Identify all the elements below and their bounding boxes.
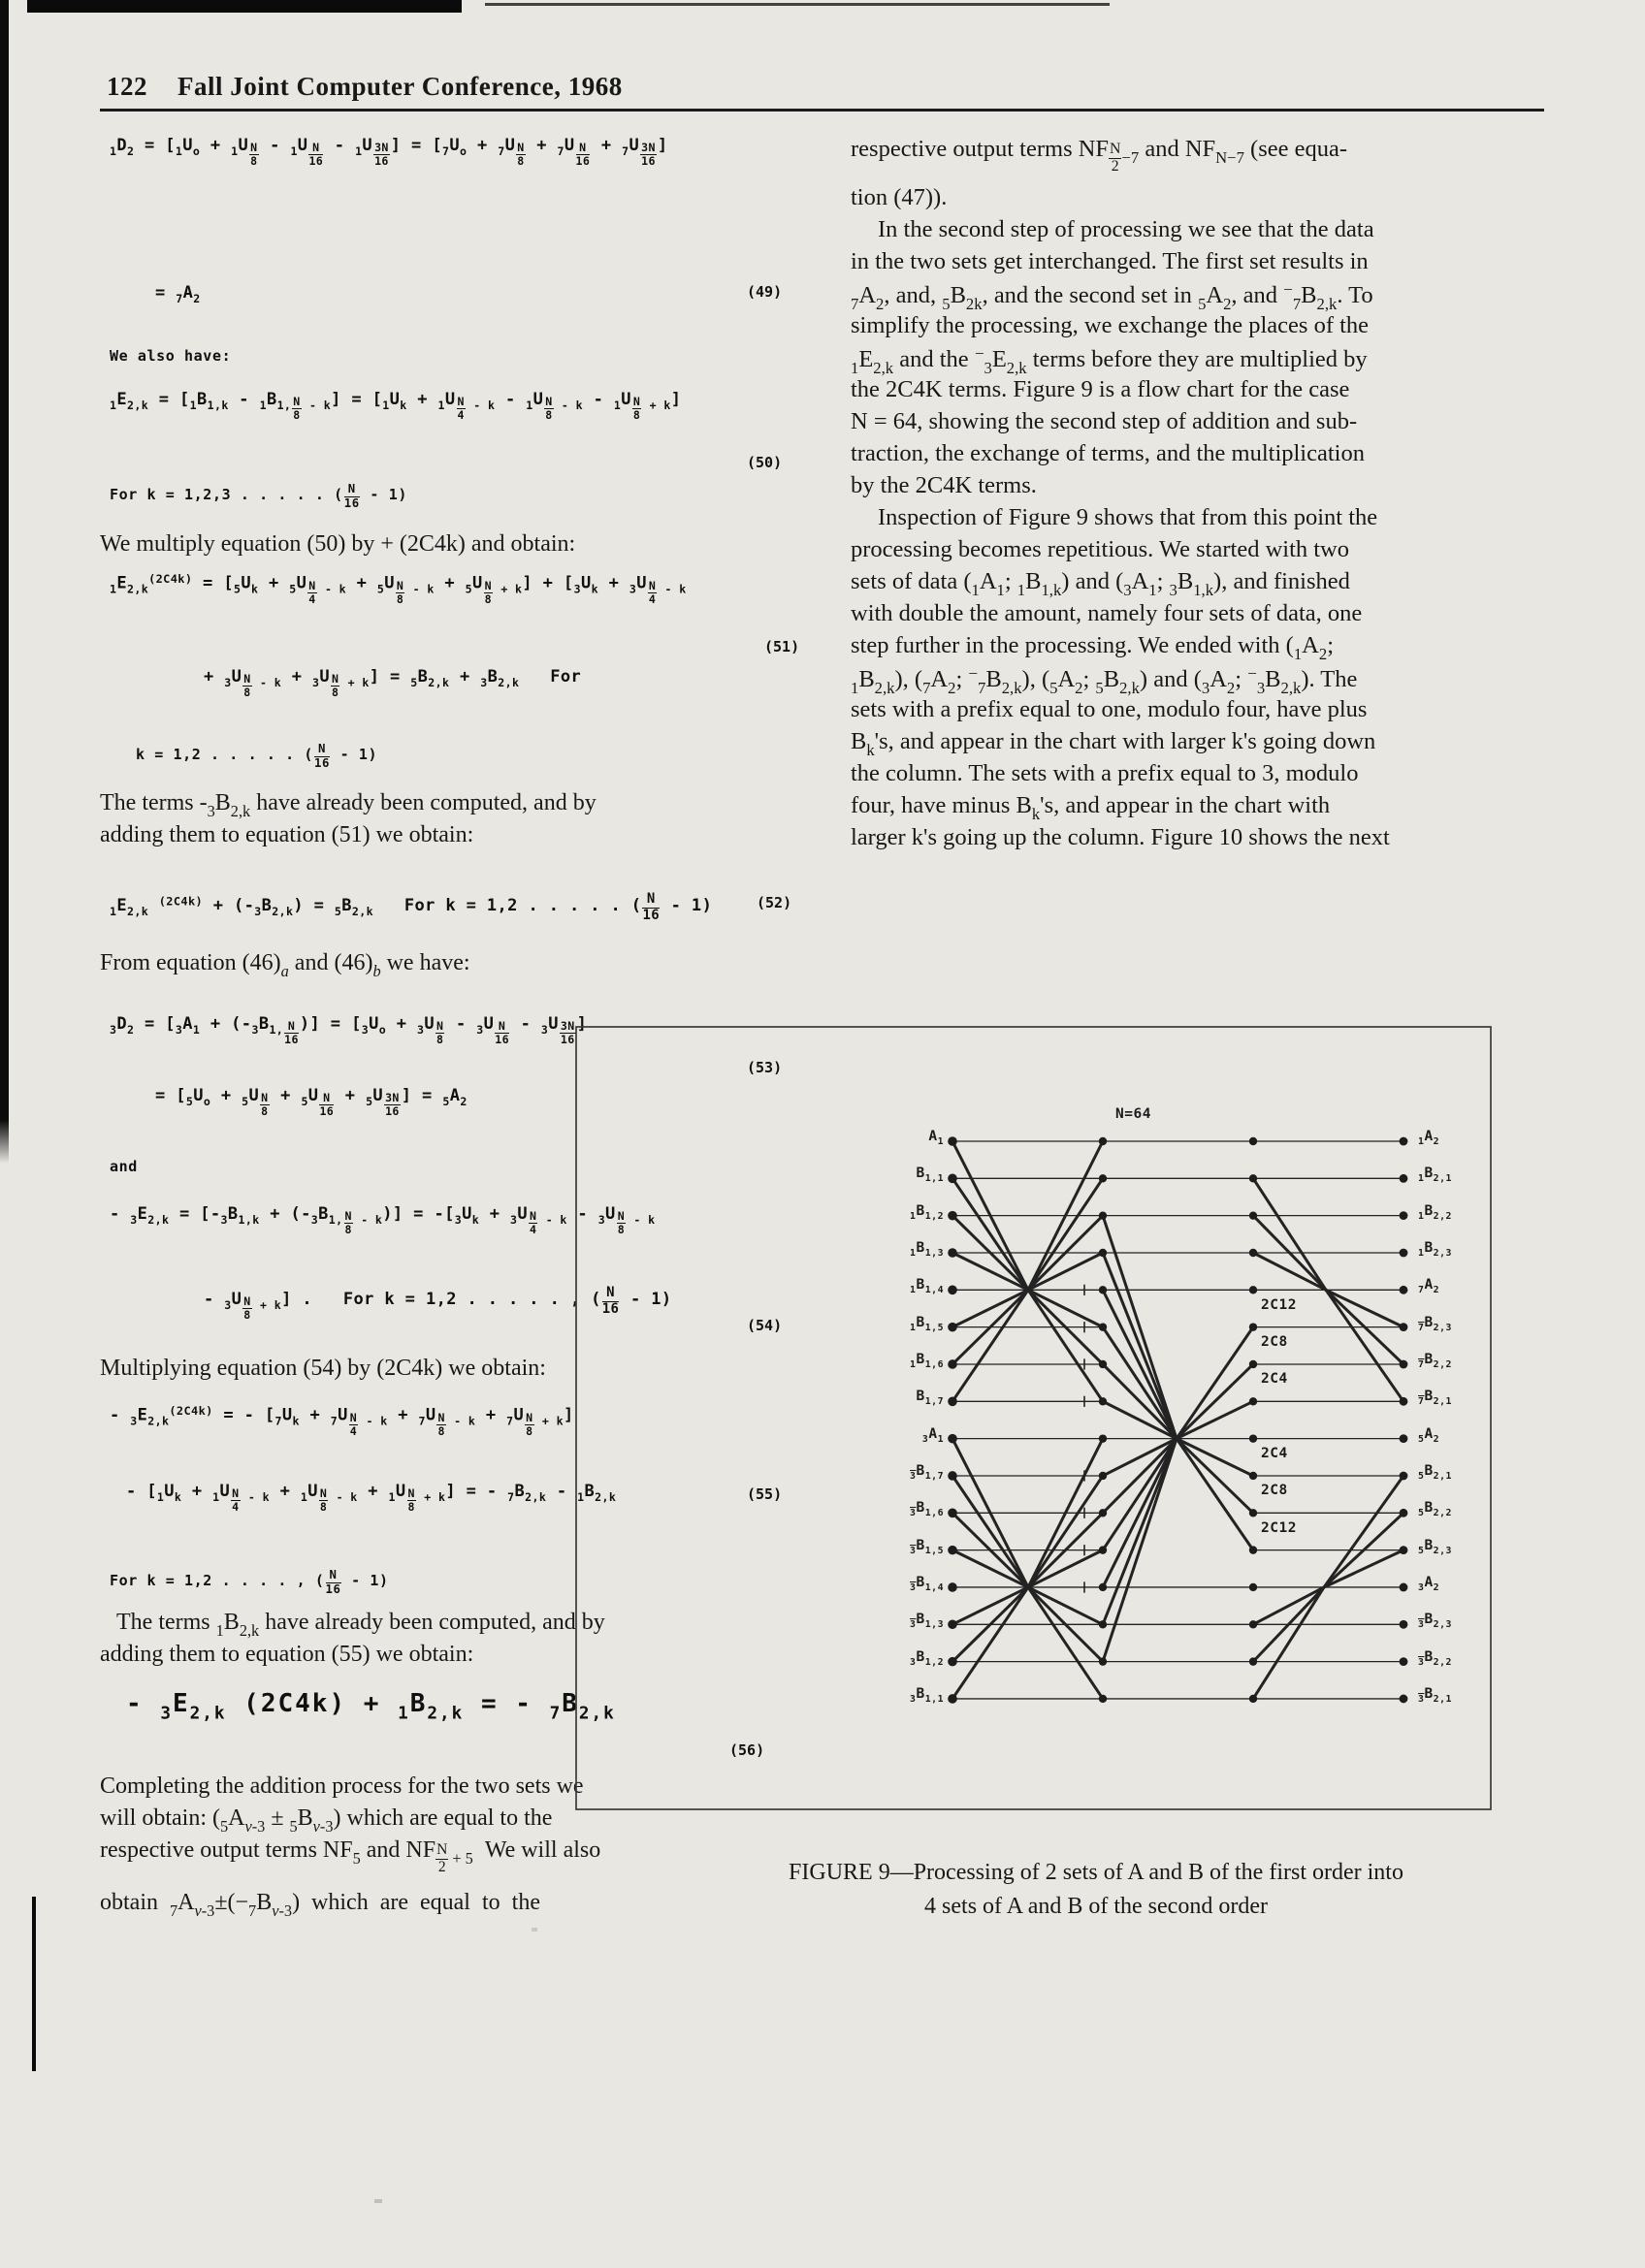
figure-right-node-label: $_1B_{2,1}$ [1418,1166,1452,1185]
equation-50: $_1E_{2,k} = [_1B_{1,k} - _1B_{1,}$ $\frac{N}{8}$ $_{- k}] = [_1U_k + _1U$ $\frac{N}{4}$ $_{- k}$ - $_1$U $\frac{N}{8}$ $_{- k}$ - $_1$U $\frac{N}{8}$ $_{+ k}$] [110,390,682,423]
figure-left-node-label: $_3B_{1,5}$ [910,1538,944,1557]
figure-caption-line-2: 4 sets of A and B of the second order [924,1894,1268,1919]
equation-number-49: (49) [747,283,783,301]
completing-line-2: will obtain: $(_5A_{v-3} \pm _5B_{v-3})$ which are equal to the [100,1805,553,1836]
terms-51-sentence-line-1: The terms $-_3B_{2,k}$ have already been computed, and by [100,790,597,820]
equation-number-53: (53) [747,1059,783,1076]
equation-number-54: (54) [747,1317,783,1334]
equation-52: $_1E_{2,k}$ $^{(2C4k)} + (-_3B_{2,k}) = _5B_{2,k}$ For k = 1,2 . . . . . ( $\frac{N}{16}$ - 1) [110,891,713,923]
equation-number-56: (56) [729,1741,765,1759]
equation-53-line-1: $_3D_2 = [_3A_1 + (-_3B_{1,}$ $\frac{N}{16}$ )] = [$_3U_o + _3U$ $\frac{N}{8}$ - $_3$U $\frac{N}{16}$ - $_3$U $\frac{3N}{16}$ ] [110,1014,588,1047]
figure-right-node-label: $_7B_{2,3}$ [1418,1315,1452,1334]
completing-line-3: respective output terms $NF_5$ and NF $_{\frac{N}{2} + 5}$ We will also [100,1837,601,1875]
figure-left-node-label: $_1B_{1,6}$ [910,1352,944,1371]
figure-right-node-label: $_3B_{2,2}$ [1418,1649,1452,1669]
figure-multiplier-label: 2C4 [1261,1371,1288,1387]
body-line: traction, the exchange of terms, and the multiplication [851,440,1365,466]
figure-right-node-label: $_1B_{2,2}$ [1418,1203,1452,1223]
scan-artifact-top-bar [27,0,462,13]
body-line: by the 2C4K terms. [851,472,1037,498]
equation-51-line-2: + $_3$U $\frac{N}{8}$ $_{- k}$ + $_3$U $\frac{N}{8}$ $_{+ k}] = _5B_{2,k} + _3B_{2,k}$ For [204,667,582,700]
figure-left-node-label: $B_{1,7}$ [916,1389,944,1408]
body-line: four, have minus $B_k's$, and appear in the chart with [851,792,1331,823]
figure-right-node-label: $_3B_{2,3}$ [1418,1612,1452,1631]
figure-right-node-label: $_1A_2$ [1418,1129,1440,1148]
scan-artifact-left-bar-fade [0,1120,9,1164]
page-number: 122 [107,72,147,101]
equation-54-line-1: - $_3E_{2,k} = [-_3B_{1,k} + (-_3B_{1,}$ $\frac{N}{8}$ $_{- k})] = -[_3U_k + _3U$ $\frac{N}{4}$ $_{- k}$ - $_3$U $\frac{N}{8}$ $_{- k}$ [110,1204,656,1237]
figure-right-node-label: $_3A_2$ [1418,1575,1440,1594]
scan-speck [374,2199,382,2203]
body-line: with double the amount, namely four sets of data, one [851,600,1363,626]
terms-51-sentence-line-2: adding them to equation (51) we obtain: [100,822,474,847]
body-line: N = 64, showing the second step of addition and sub- [851,408,1358,434]
body-line: the 2C4K terms. Figure 9 is a flow chart for the case [851,376,1350,402]
running-head-title: Fall Joint Computer Conference, 1968 [177,72,623,101]
equation-51-k-range: k = 1,2 . . . . . ( $\frac{N}{16}$ - 1) [136,742,378,770]
figure-9 [575,1026,1492,1811]
scan-artifact-bottom-line [32,1897,36,2071]
equation-49-line-2: = $_7A_2$ [155,283,201,305]
equation-51-line-1: $_1E_{2,k}^{(2C4k)} = [_5U_k + _5U$ $\frac{N}{4}$ $_{- k}$ + $_5$U $\frac{N}{8}$ $_{- k}$ + $_5$U $\frac{N}{8}$ $_{+ k}] + [_3U_k + _3U$ $\frac{N}{4}$ $_{- k}$ [110,572,687,606]
completing-line-1: Completing the addition process for the two sets we [100,1773,584,1799]
scan-artifact-left-bar [0,0,9,1120]
body-line: in the two sets get interchanged. The first set results in [851,248,1369,274]
figure-right-node-label: $_5B_{2,3}$ [1418,1538,1452,1557]
terms-55-sentence-line-2: adding them to equation (55) we obtain: [100,1642,474,1667]
figure-left-node-label: $_1B_{1,4}$ [910,1277,944,1296]
figure-right-node-label: $_5B_{2,2}$ [1418,1500,1452,1519]
figure-left-node-label: $_3B_{1,2}$ [910,1649,944,1669]
body-line: $B_k's$, and appear in the chart with larger k's going down [851,728,1376,759]
figure-multiplier-label: 2C12 [1261,1520,1297,1536]
figure-right-node-label: $_7B_{2,1}$ [1418,1389,1452,1408]
body-line: respective output terms NF $_{\frac{N}{2} -7}$ and $NF_{N-7}$ (see equa- [851,136,1348,175]
figure-multiplier-label: 2C8 [1261,1483,1288,1498]
equation-55-for-range: For k = 1,2 . . . . , ( $\frac{N}{16}$ - 1) [110,1568,389,1596]
equation-number-51: (51) [764,638,800,655]
figure-left-node-label: $A_1$ [928,1129,944,1148]
figure-right-node-label: $_1B_{2,3}$ [1418,1240,1452,1260]
figure-right-node-label: $_5A_2$ [1418,1426,1440,1446]
figure-multiplier-label: 2C12 [1261,1297,1297,1313]
equation-49-line-1: $_1D_2 = [_1U_o + _1U$ $\frac{N}{8}$ - $_1$U $\frac{N}{16}$ - $_1$U $\frac{3N}{16}$ ] = [$_7U_o + _7U$ $\frac{N}{8}$ + $_7$U $\frac{N}{16}$ + $_7$U $\frac{3N}{16}$ ] [110,136,668,169]
figure-multiplier-label: 2C4 [1261,1446,1288,1461]
figure-right-node-label: $_7B_{2,2}$ [1418,1352,1452,1371]
scan-artifact-top-line [485,3,1110,6]
terms-55-sentence-line-1: The terms $_1B_{2,k}$ have already been computed, and by [116,1610,605,1640]
figure-left-node-label: $_3B_{1,6}$ [910,1500,944,1519]
equation-53-line-2: = [$_5U_o + _5U$ $\frac{N}{8}$ + $_5$U $\frac{N}{16}$ + $_5$U $\frac{3N}{16}$ ] = $_5A_2$ [155,1086,468,1119]
body-line: simplify the processing, we exchange the places of the [851,312,1370,338]
body-line: $_1B_{2,k}$), ($_7A_2$; $^-_7B_{2,k}$), ($_5A_2$; $_5B_{2,k}$) and ($_3A_2$; $^-_3B_{2,k}$). The [851,664,1358,698]
figure-left-node-label: $_1B_{1,3}$ [910,1240,944,1260]
figure-right-node-label: $_5B_{2,1}$ [1418,1463,1452,1483]
equation-56: - $_3E_{2,k}$ $(2C4k) + _1B_{2,k}$ = - $_7B_{2,k}$ [126,1689,616,1724]
equation-number-55: (55) [747,1485,783,1503]
multiply-54-sentence: Multiplying equation (54) by (2C4k) we obtain: [100,1356,546,1381]
body-line: sets of data ($_1A_1$; $_1B_{1,k}$) and ($_3A_1$; $_3B_{1,k}$), and finished [851,568,1350,599]
and-label: and [110,1158,138,1175]
we-also-have-label: We also have: [110,347,232,365]
from-46-sentence: From equation $(46)_a$ and $(46)_b$ we have: [100,950,470,980]
multiply-50-sentence: We multiply equation (50) by + (2C4k) and obtain: [100,531,576,557]
figure-left-node-label: $_3B_{1,7}$ [910,1463,944,1483]
body-line: step further in the processing. We ended with ($_1A_2$; [851,632,1334,663]
figure-caption-line-1: FIGURE 9—Processing of 2 sets of A and B of the first order into [789,1860,1403,1885]
figure-left-node-label: $B_{1,1}$ [916,1166,944,1185]
equation-number-52: (52) [757,894,792,911]
figure-9-diagram [575,1026,1492,1811]
figure-title: N=64 [1115,1106,1151,1122]
figure-left-node-label: $_3B_{1,3}$ [910,1612,944,1631]
body-line: sets with a prefix equal to one, modulo four, have plus [851,696,1368,722]
body-line: tion (47)). [851,184,948,210]
equation-55-line-2: - [$_1U_k + _1U$ $\frac{N}{4}$ $_{- k}$ + $_1$U $\frac{N}{8}$ $_{- k}$ + $_1$U $\frac{N}{8}$ $_{+ k}$] = - $_7B_{2,k} - _1B_{2,k}$ [126,1482,617,1515]
body-line: processing becomes repetitious. We started with two [851,536,1349,562]
body-line: larger k's going up the column. Figure 10 shows the next [851,824,1390,850]
equation-number-50: (50) [747,454,783,471]
scan-speck [532,1928,537,1932]
figure-left-node-label: $_1B_{1,5}$ [910,1315,944,1334]
figure-left-node-label: $_3B_{1,1}$ [910,1686,944,1706]
body-line: In the second step of processing we see that the data [878,216,1374,242]
body-line: $_7A_2$, and, $_5B_{2k}$, and the second set in $_5A_2$, and $^-_7B_{2,k}$. To [851,280,1373,314]
body-line: Inspection of Figure 9 shows that from this point the [878,504,1378,530]
completing-line-4: obtain $_7A_{v-3}\pm(-_7B_{v-3})$ which are equal to the [100,1890,540,1920]
equation-50-for-range: For k = 1,2,3 . . . . . ( $\frac{N}{16}$ - 1) [110,482,407,510]
figure-left-node-label: $_3B_{1,4}$ [910,1575,944,1594]
body-line: $_1E_{2,k}$ and the $^-_3E_{2,k}$ terms before they are multiplied by [851,344,1368,378]
body-line: the column. The sets with a prefix equal to 3, modulo [851,760,1359,786]
figure-right-node-label: $_3B_{2,1}$ [1418,1686,1452,1706]
header-rule [100,109,1544,112]
equation-55-line-1: - $_3E_{2,k}^{(2C4k)}$ = - [$_7U_k + _7U$ $\frac{N}{4}$ $_{- k}$ + $_7$U $\frac{N}{8}$ $_{- k}$ + $_7$U $\frac{N}{8}$ $_{+ k}$] [110,1404,574,1438]
figure-left-node-label: $_3A_1$ [921,1426,944,1446]
figure-multiplier-label: 2C8 [1261,1334,1288,1350]
figure-left-node-label: $_1B_{1,2}$ [910,1203,944,1223]
equation-54-line-2: - $_3$U $\frac{N}{8}$ $_{+ k}$] . For k = 1,2 . . . . . , ( $\frac{N}{16}$ - 1) [204,1285,672,1322]
figure-right-node-label: $_7A_2$ [1418,1277,1440,1296]
